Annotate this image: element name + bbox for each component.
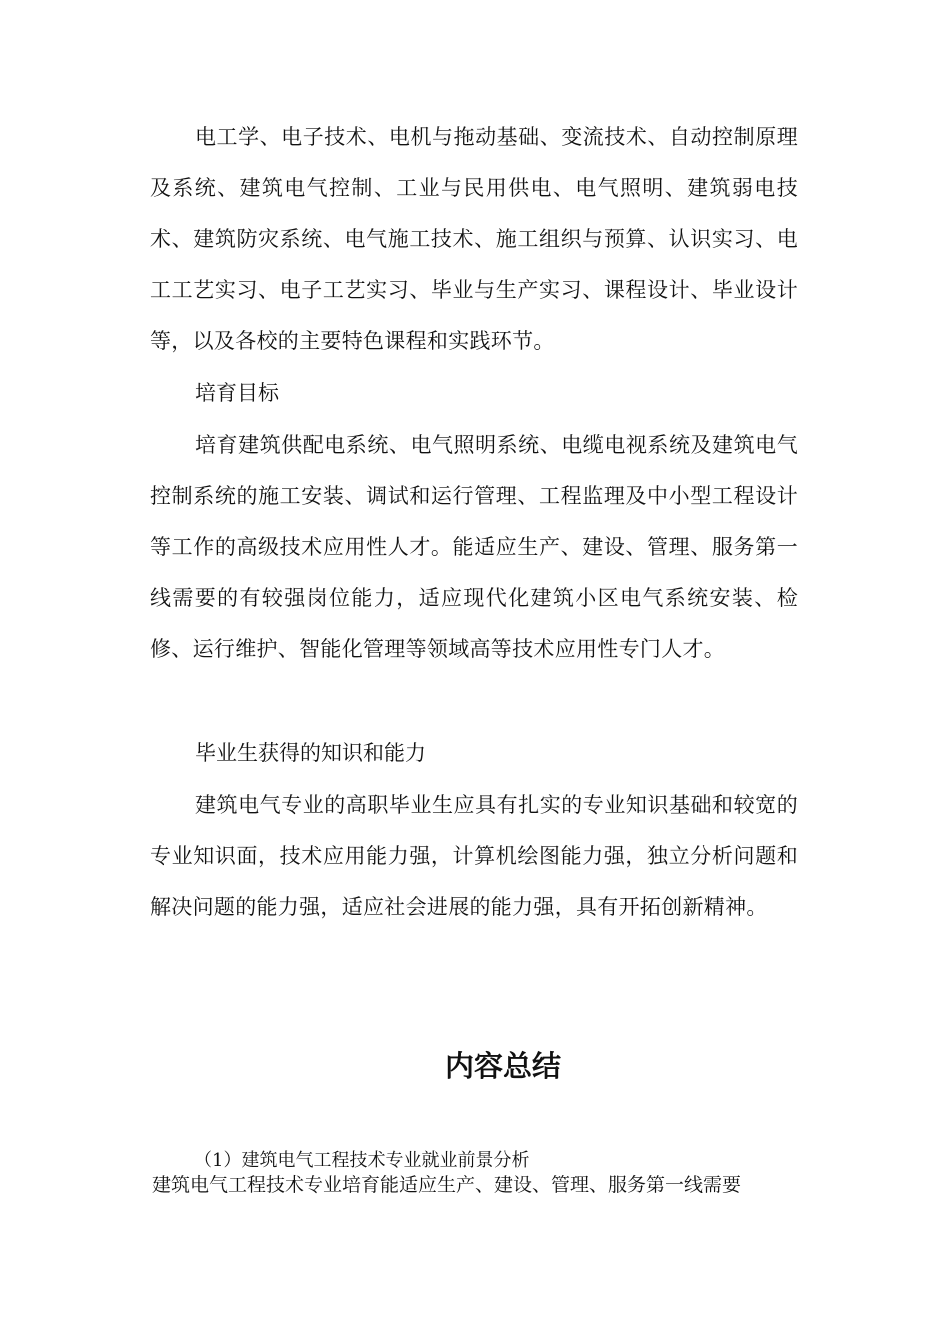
knowledge-section [150,780,798,933]
knowledge-paragraph: 建筑电气专业的高职毕业生应具有扎实的专业知识基础和较宽的专业知识面，技术应用能力强，计算机绘图能力强，独立分析问题和解决问题的能力强，适应社会进展的能力强，具有开拓创新精神。 [150,793,798,919]
summary-text: 建筑电气工程技术专业培育能适应生产、建设、管理、服务第一线需要 [152,1174,742,1196]
goal-heading: 培育目标 [195,381,279,405]
knowledge-heading: 毕业生获得的知识和能力 [195,741,426,765]
summary-subtitle: （1）建筑电气工程技术专业就业前景分析 [194,1150,530,1171]
courses-paragraph: 电工学、电子技术、电机与拖动基础、变流技术、自动控制原理及系统、建筑电气控制、工业与民用供电、电气照明、建筑弱电技术、建筑防灾系统、电气施工技术、施工组织与预算、认识实习、电工工艺实习、电子工艺实习、毕业与生产实习、课程设计、毕业设计等，以及各校的主要特色课程和实践环节。 [150,125,798,353]
summary-title: 内容总结 [444,1049,561,1083]
goal-paragraph: 培育建筑供配电系统、电气照明系统、电缆电视系统及建筑电气控制系统的施工安装、调试和运行管理、工程监理及中小型工程设计等工作的高级技术应用性人才。能适应生产、建设、管理、服务第一线需要的有较强岗位能力，适应现代化建筑小区电气系统安装、检修、运行维护、智能化管理等领域高等技术应用性专门人才。 [150,433,798,661]
goal-section [150,420,798,675]
courses-section [150,112,798,367]
